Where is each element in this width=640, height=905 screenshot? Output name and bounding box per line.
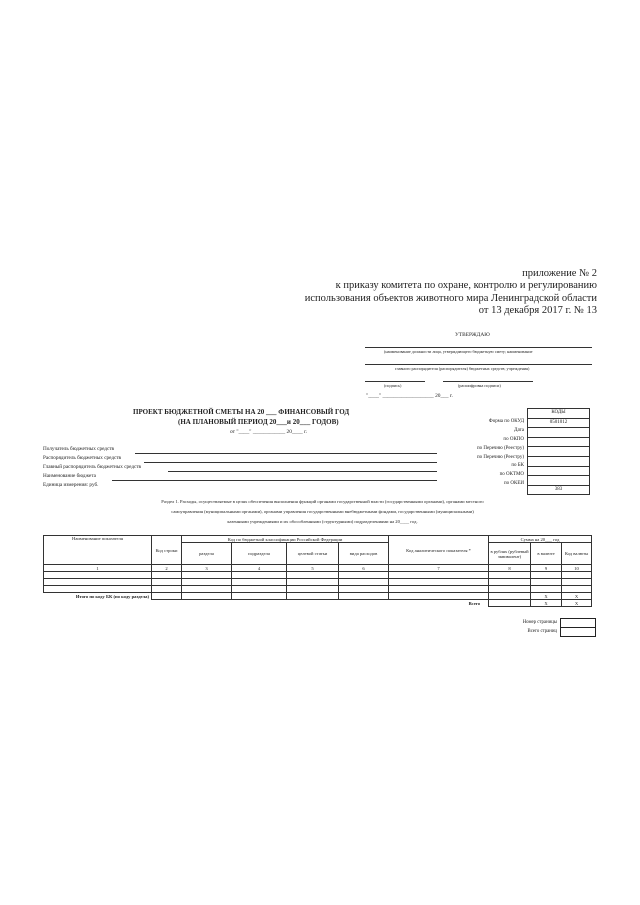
field-main-distributor: Главный распорядитель бюджетных средств xyxy=(43,464,141,470)
num-cell: 1 xyxy=(44,565,152,572)
field-recipient: Получатель бюджетных средств xyxy=(43,446,114,452)
table-row xyxy=(44,586,592,593)
num-cell: 6 xyxy=(339,565,389,572)
label-perechen-1: по Перечню (Реестру) xyxy=(476,446,524,451)
codes-box xyxy=(527,408,590,495)
x-mark: X xyxy=(531,600,562,607)
field-distributor-line xyxy=(144,462,437,463)
total-bk-label: Итого по коду БК (по коду раздела) xyxy=(44,593,152,600)
col-sum-group: Сумма на 20___ год xyxy=(489,536,592,543)
label-oktmo: по ОКТМО xyxy=(499,472,524,477)
col-expense: вида расходов xyxy=(339,543,389,565)
num-cell: 8 xyxy=(489,565,531,572)
num-cell: 4 xyxy=(232,565,287,572)
col-currency: в валюте xyxy=(531,543,562,565)
num-cell: 5 xyxy=(287,565,339,572)
doc-title-1: ПРОЕКТ БЮДЖЕТНОЙ СМЕТЫ НА 20 ___ ФИНАНСОВЫЙ ГОД xyxy=(133,408,350,416)
appendix-block xyxy=(305,268,597,318)
label-okei: по ОКЕИ xyxy=(503,481,524,486)
section-line-3: казенными учреждениями и их обособленными (структурными) подразделениями на 20____ год. xyxy=(227,519,418,525)
appendix-line-3: использования объектов животного мира Ленинградской области xyxy=(304,292,597,304)
num-cell: 2 xyxy=(152,565,182,572)
code-perechen-1 xyxy=(527,447,590,457)
pages-total-label: Всего страниц xyxy=(527,629,557,634)
col-bk-group: Код по бюджетной классификации Российской Федерации xyxy=(182,536,389,543)
table-row-total-bk xyxy=(44,593,592,600)
sign-caption: (подпись) xyxy=(384,383,402,388)
name-line xyxy=(443,381,533,382)
col-name: Наименование показателя xyxy=(44,536,152,565)
code-okpo xyxy=(527,438,590,448)
approve-line-2 xyxy=(365,364,592,365)
col-currency-code: Код валюты xyxy=(562,543,592,565)
num-cell: 10 xyxy=(562,565,592,572)
sign-line xyxy=(365,381,425,382)
section-line-1: Раздел 1. Расходы, осуществляемые в целях обеспечения выполнения функций органами государственной власти (государственными органами), органами местного xyxy=(161,499,484,504)
label-date: Дата xyxy=(514,428,524,433)
col-subsection: подраздела xyxy=(232,543,287,565)
table-row-nums xyxy=(44,565,592,572)
field-budget-name-line xyxy=(112,480,437,481)
num-cell: 9 xyxy=(531,565,562,572)
field-budget-name: Наименование бюджета xyxy=(43,473,96,479)
approve-title: УТВЕРЖДАЮ xyxy=(455,332,490,338)
col-target: целевой статьи xyxy=(287,543,339,565)
code-okud: 0501012 xyxy=(527,419,590,429)
x-mark: X xyxy=(562,593,592,600)
label-bk: по БК xyxy=(511,463,524,468)
table-row xyxy=(44,572,592,579)
appendix-line-1: приложение № 2 xyxy=(522,268,597,279)
approve-caption-2: главного распорядителя (распорядителя) бюджетных средств; учреждения) xyxy=(395,366,530,371)
codes-head: КОДЫ xyxy=(527,408,590,419)
total-label: Всего xyxy=(468,600,481,606)
approve-line-1 xyxy=(365,347,592,348)
x-mark: X xyxy=(531,593,562,600)
label-perechen-2: по Перечню (Реестру) xyxy=(476,455,524,460)
table-row-total xyxy=(44,600,592,607)
num-cell: 3 xyxy=(182,565,232,572)
col-analytic: Код аналитического показателя * xyxy=(389,536,489,565)
field-distributor: Распорядитель бюджетных средств xyxy=(43,455,121,461)
section-title xyxy=(50,497,595,528)
doc-title-2: (НА ПЛАНОВЫЙ ПЕРИОД 20___и 20___ ГОДОВ) xyxy=(178,418,339,426)
field-main-distributor-line xyxy=(168,471,437,472)
field-recipient-line xyxy=(135,453,437,454)
num-cell: 7 xyxy=(389,565,489,572)
approve-caption-1: (наименование должности лица, утверждающего бюджетную смету; наименование xyxy=(384,349,533,354)
name-caption: (расшифровка подписи) xyxy=(458,383,501,388)
code-okei: 383 xyxy=(527,486,590,496)
table-row xyxy=(44,579,592,586)
page-number-label: Номер страницы xyxy=(522,620,557,625)
col-code: Код строки xyxy=(152,536,182,565)
section-line-2: самоуправления (муниципальными органами), органами управления государственными внебюджетными фондами, государственными (муниципальными) xyxy=(171,509,474,515)
x-mark: X xyxy=(562,600,592,607)
code-perechen-2 xyxy=(527,457,590,467)
pages-block xyxy=(500,618,596,636)
appendix-line-4: от 13 декабря 2017 г. № 13 xyxy=(478,305,597,317)
col-section: раздела xyxy=(182,543,232,565)
code-bk xyxy=(527,467,590,477)
field-unit: Единица измерения: руб. xyxy=(43,482,99,488)
pages-total-box xyxy=(560,627,596,637)
estimate-table xyxy=(43,535,592,607)
code-date xyxy=(527,428,590,438)
col-rub: в рублях (рублевый эквивалент) xyxy=(489,543,531,565)
doc-date: от "____" ____________ 20____ г. xyxy=(230,429,308,435)
label-okpo: по ОКПО xyxy=(503,437,524,442)
appendix-line-2: к приказу комитета по охране, контролю и регулированию xyxy=(335,280,597,292)
code-oktmo xyxy=(527,476,590,486)
approve-date: "____" ___________________ 20___ г. xyxy=(366,393,453,399)
label-okud: Форма по ОКУД xyxy=(488,419,524,424)
